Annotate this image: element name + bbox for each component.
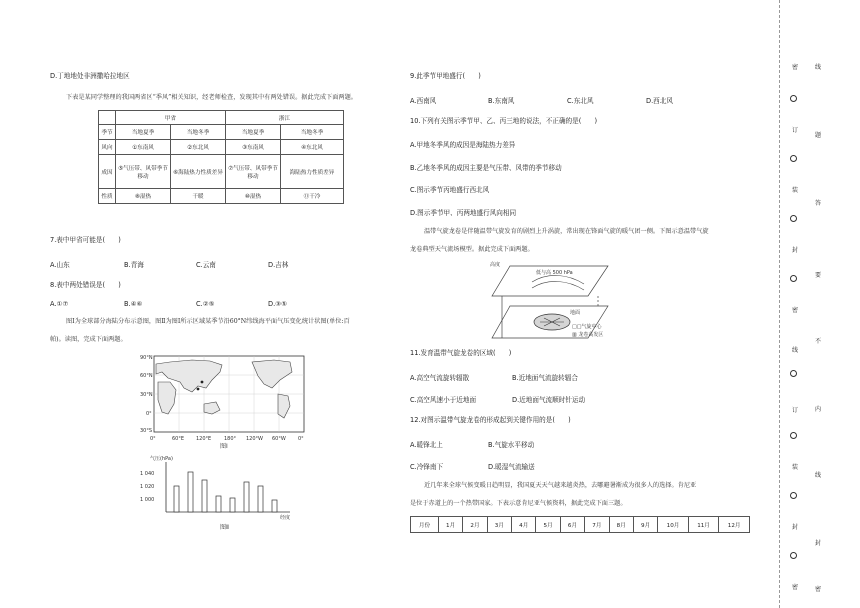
q11-stem: 11.发育温带气旋龙卷的区域( ) [410,349,512,357]
location-dot [201,381,204,384]
cell: ⑦气压带、风带季节移动 [226,155,281,189]
cell: 当地夏季 [226,125,281,140]
figure-caption: 图Ⅱ [220,524,229,531]
month-cell: 8月 [609,517,633,533]
cell: 成因 [99,155,116,189]
q7-option-d: D.吉林 [268,261,289,269]
binding-circle [790,492,797,499]
lat-label: 30°N [140,392,153,398]
binding-char: 装 [792,464,799,471]
bar [258,486,263,512]
q7-option-c: C.云南 [196,261,216,269]
map-intro-line1: 图Ⅰ为全球部分海陆分布示意图，图Ⅱ为图Ⅰ所示区域某季节沿60°N纬线海平面气压变化统计状图(单位:百 [66,318,350,325]
month-cell: 3月 [487,517,511,533]
lat-label: 0° [146,411,152,417]
bar [216,496,221,512]
binding-outer-char: 题 [815,132,822,139]
world-map-figure [140,352,310,450]
ground-label: 地面 [570,310,581,316]
month-cell: 4月 [512,517,536,533]
q12-stem: 12.对图示温带气旋龙卷的形成起到关键作用的是( ) [410,416,571,424]
lon-label: 60°W [272,436,286,442]
cell: ④东北风 [281,140,344,155]
binding-circle [790,552,797,559]
q11-option-b: B.近地面气流旋转辐合 [512,374,578,382]
cell: ⑥海陆热力性质差异 [171,155,226,189]
month-cell: 2月 [463,517,487,533]
table-intro: 下表是某同学整理的我国两省区“季风”相关知识，经老师检查，发现其中有两处错误。据此完成下面两题。 [66,94,357,101]
bar [244,482,249,512]
cyclone-intro-line1: 温带气旋龙卷是伴随温带气旋发育的剧烈上升涡旋，常出现在锋面气旋的暖气团一侧。下图示意温带气旋 [424,228,709,235]
binding-circle [790,432,797,439]
q7-option-a: A.山东 [50,261,70,269]
binding-outer-char: 内 [815,406,822,413]
cell: ③东南风 [226,140,281,155]
kenya-climate-table [410,516,750,533]
month-cell: 6月 [560,517,584,533]
bar-ytick: 1 020 [140,484,155,490]
table-blank [99,111,116,125]
bar-ytick: 1 000 [140,497,155,503]
binding-char: 封 [792,524,799,531]
lon-label: 0° [298,436,304,442]
q12-option-c: C.冷锋南下 [410,463,444,471]
cell: 性质 [99,189,116,204]
cell: 干暖 [171,189,226,204]
q10-option-b: B.乙地冬季风的成因主要是气压带、风带的季节移动 [410,164,562,172]
bar-ylabel: 气压(hPa) [150,456,173,462]
month-cell: 7月 [585,517,609,533]
q10-option-d: D.图示季节甲、丙两地盛行风向相同 [410,209,517,217]
q7-option-b: B.青海 [124,261,144,269]
month-cell: 10月 [658,517,689,533]
binding-outer-char: 要 [815,272,822,279]
cell: 当地冬季 [281,125,344,140]
cell: 海陆热力性质差异 [281,155,344,189]
q9-stem: 9.此季节甲地盛行( ) [410,72,481,80]
lon-label: 0° [150,436,156,442]
binding-circle [790,95,797,102]
binding-char: 密 [792,64,799,71]
binding-char: 密 [792,307,799,314]
q9-option-b: B.东南风 [488,97,515,105]
q12-option-d: D.暖湿气流输送 [488,463,535,471]
bar-ytick: 1 040 [140,471,155,477]
province-header-2: 浙江 [226,111,344,125]
binding-circle [790,370,797,377]
bar [202,480,207,512]
binding-outer-char: 答 [815,200,822,207]
binding-char: 密 [792,584,799,591]
cell: ⑧湿热 [116,189,171,204]
lon-label: 120°W [246,436,263,442]
q11-option-c: C.高空风速小于近地面 [410,396,477,404]
month-cell: 5月 [536,517,560,533]
bar [272,500,277,512]
q12-option-b: B.气旋水平移动 [488,441,535,449]
cell: ②东北风 [171,140,226,155]
pressure-level-label: 低与高 500 hPa [536,270,573,276]
bar [174,486,179,512]
month-cell: 1月 [438,517,462,533]
q8-stem: 8.表中两处错误是( ) [50,281,121,289]
q11-option-a: A.高空气流旋转辐散 [410,374,470,382]
cell: ⑩湿热 [226,189,281,204]
q6-option-d: D.丁地地处非洲撒哈拉地区 [50,72,130,80]
kenya-intro-line1: 近几年来全球气候变暖日趋明显，我国夏天天气越来越炎热，去哪避暑渐成为很多人的选择。肯尼亚 [424,482,697,489]
cyclone-tornado-diagram [488,260,628,342]
map-intro-line2: 帕)。读图，完成下面两题。 [50,336,127,343]
location-dot [197,388,200,391]
lat-label: 90°N [140,355,153,361]
figure-caption: 图Ⅰ [220,443,228,450]
binding-dashed-line [779,0,780,608]
binding-char: 订 [792,127,799,134]
cell: 风向 [99,140,116,155]
binding-outer-char: 封 [815,540,822,547]
month-cell: 11月 [688,517,719,533]
q10-option-c: C.图示季节丙地盛行西北风 [410,186,490,194]
cell: ⑤气压带、风带季节移动 [116,155,171,189]
cell: 当地冬季 [171,125,226,140]
q8-option-d: D.③⑤ [268,300,287,308]
cyclone-intro-line2: 龙卷典型天气流场模型。据此完成下面两题。 [410,246,534,253]
binding-circle [790,155,797,162]
cell: ⑪干冷 [281,189,344,204]
q11-option-d: D.近地面气流顺时针运动 [512,396,586,404]
q7-stem: 7.表中甲省可能是( ) [50,236,121,244]
cell: 当地夏季 [116,125,171,140]
q8-option-b: B.④⑥ [124,300,143,308]
binding-char: 装 [792,187,799,194]
legend-tornado-zone: ▥ 龙卷高发区 [572,332,604,338]
binding-outer-char: 密 [815,586,822,593]
province-header-1: 甲省 [116,111,226,125]
binding-char: 订 [792,407,799,414]
kenya-intro-line2: 是位于赤道上的一个热带国家。下表示意肯尼亚气候资料，据此完成下面三题。 [410,500,627,507]
lon-label: 60°E [172,436,185,442]
binding-outer-char: 线 [815,472,822,479]
binding-circle [790,215,797,222]
month-cell: 月份 [411,517,439,533]
cell: ①东南风 [116,140,171,155]
lat-label: 30°S [140,428,153,434]
binding-outer-char: 线 [815,64,822,71]
bar [230,498,235,512]
q9-option-a: A.西南风 [410,97,437,105]
bar-xlabel: 经度 [280,515,291,521]
legend-cyclone-center: □□气旋中心 [572,324,602,330]
lon-label: 180° [224,436,237,442]
height-label: 高度 [490,262,501,268]
lon-label: 120°E [196,436,212,442]
binding-char: 封 [792,247,799,254]
q9-option-c: C.东北风 [567,97,594,105]
q10-option-a: A.甲地冬季风的成因是海陆热力差异 [410,141,516,149]
month-cell: 12月 [719,517,750,533]
month-cell: 9月 [633,517,657,533]
binding-char: 线 [792,347,799,354]
cell: 季节 [99,125,116,140]
lat-label: 60°N [140,373,153,379]
q9-option-d: D.西北风 [646,97,673,105]
q8-option-c: C.②⑤ [196,300,215,308]
binding-circle [790,275,797,282]
bar [188,472,193,512]
q10-stem: 10.下列有关图示季节甲、乙、丙三地的说法，不正确的是( ) [410,117,598,125]
q12-option-a: A.暖锋北上 [410,441,443,449]
q8-option-a: A.①⑦ [50,300,69,308]
binding-outer-char: 不 [815,338,822,345]
pressure-bar-figure [140,452,310,532]
monsoon-table [98,110,344,204]
